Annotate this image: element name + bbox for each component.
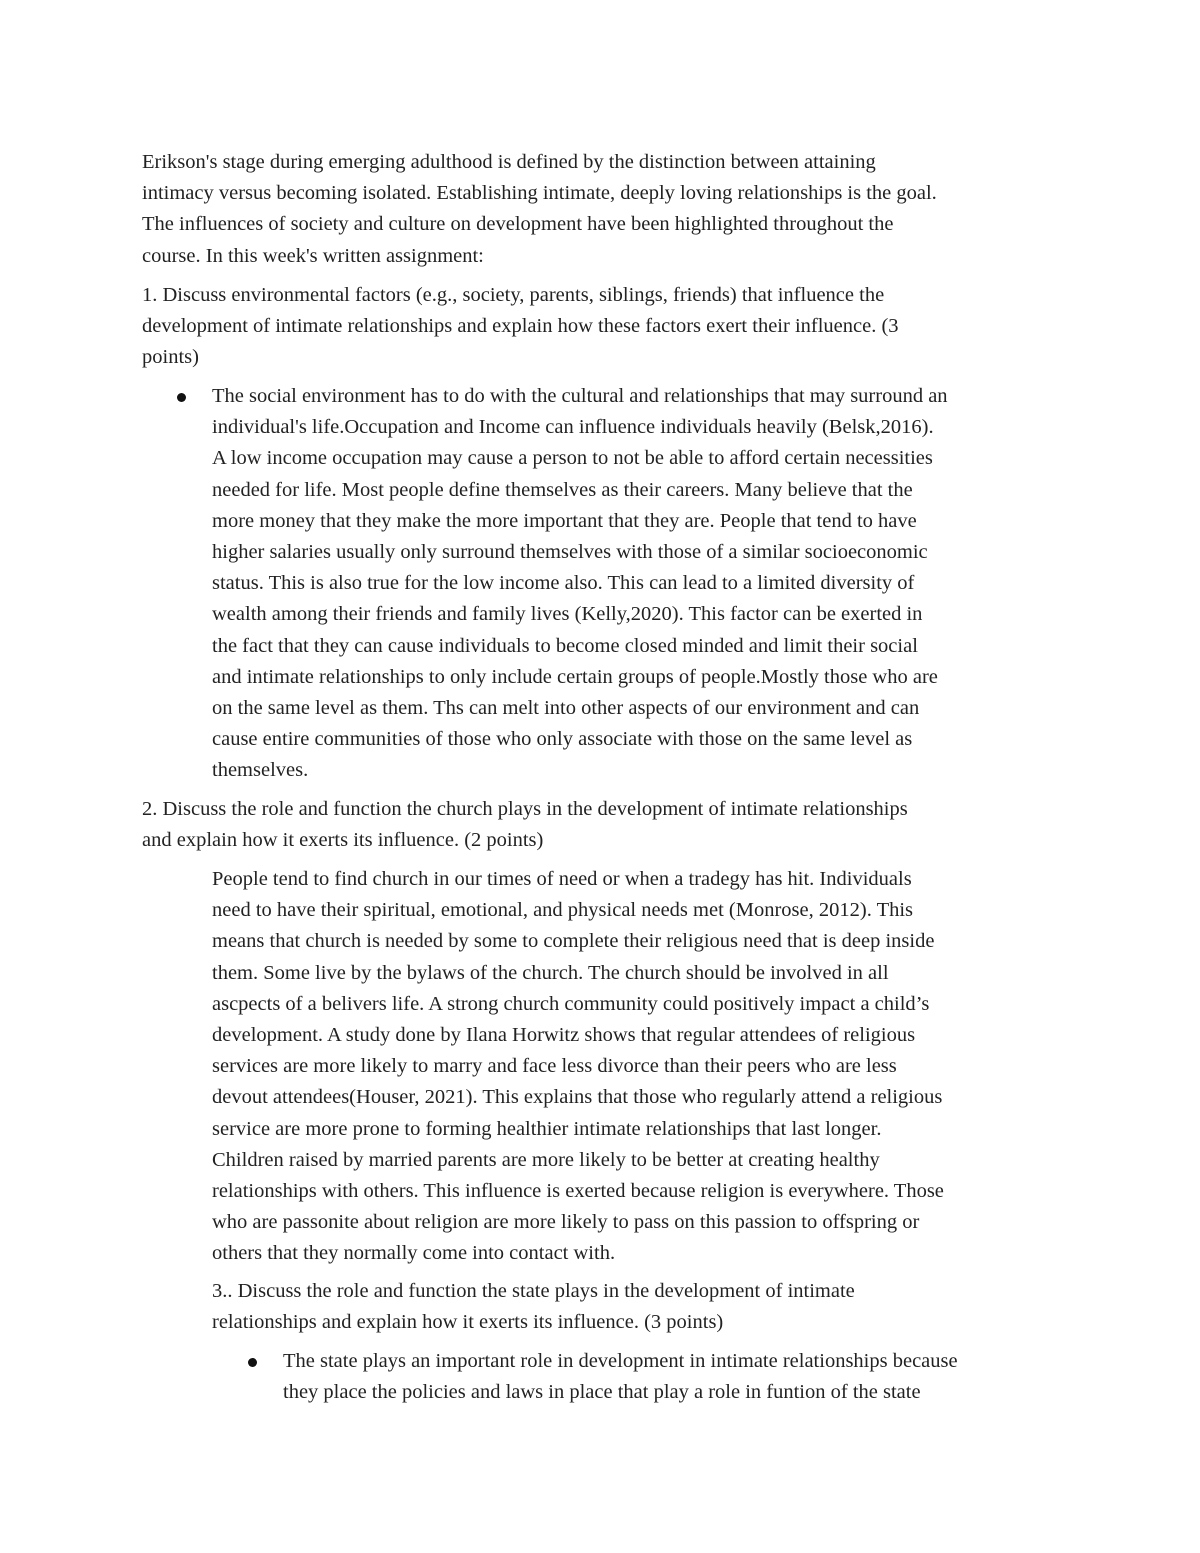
- question-3: [212, 1276, 855, 1338]
- text-line: means that church is needed by some to complete their religious need that is deep inside: [212, 930, 935, 953]
- text-line: they place the policies and laws in place that play a role in funtion of the state: [283, 1381, 921, 1404]
- answer-2: [212, 864, 944, 1270]
- text-line: relationships and explain how it exerts its influence. (3 points): [212, 1311, 724, 1334]
- text-line: cause entire communities of those who only associate with those on the same level as: [212, 728, 913, 751]
- question-1: [142, 280, 899, 374]
- text-line: The social environment has to do with the cultural and relationships that may surround an: [212, 385, 948, 407]
- text-line: 3.. Discuss the role and function the state plays in the development of intimate: [212, 1280, 855, 1302]
- text-line: themselves.: [212, 759, 309, 782]
- text-line: others that they normally come into contact with.: [212, 1242, 616, 1265]
- text-line: and intimate relationships to only include certain groups of people.Mostly those who are: [212, 665, 938, 688]
- bullet-icon: [177, 393, 186, 402]
- text-line: service are more prone to forming healthier intimate relationships that last longer.: [212, 1117, 882, 1140]
- text-line: them. Some live by the bylaws of the church. The church should be involved in all: [212, 961, 889, 984]
- text-line: A low income occupation may cause a person to not be able to afford certain necessities: [212, 447, 933, 470]
- text-line: ascpects of a belivers life. A strong church community could positively impact a child’s: [212, 992, 930, 1015]
- bullet-icon: [248, 1358, 257, 1367]
- text-line: 1. Discuss environmental factors (e.g., society, parents, siblings, friends) that influence the: [142, 284, 885, 306]
- text-line: 2. Discuss the role and function the church plays in the development of intimate relationships: [142, 798, 908, 820]
- text-line: development of intimate relationships and explain how these factors exert their influence. (3: [142, 315, 899, 338]
- text-line: need to have their spiritual, emotional, and physical needs met (Monrose, 2012). This: [212, 899, 914, 922]
- answer-3: [283, 1346, 958, 1408]
- question-2: [142, 794, 908, 856]
- text-line: course. In this week's written assignment:: [142, 244, 484, 267]
- text-line: status. This is also true for the low income also. This can lead to a limited diversity of: [212, 572, 915, 595]
- text-line: the fact that they can cause individuals to become closed minded and limit their social: [212, 634, 918, 657]
- text-line: The influences of society and culture on development have been highlighted throughout the: [142, 213, 894, 236]
- text-line: Erikson's stage during emerging adulthood is defined by the distinction between attaining: [142, 151, 876, 173]
- text-line: The state plays an important role in development in intimate relationships because: [283, 1350, 958, 1372]
- text-line: who are passonite about religion are more likely to pass on this passion to offspring or: [212, 1211, 920, 1234]
- text-line: individual's life.Occupation and Income can influence individuals heavily (Belsk,2016).: [212, 416, 934, 439]
- text-line: services are more likely to marry and face less divorce than their peers who are less: [212, 1055, 897, 1078]
- text-line: higher salaries usually only surround themselves with those of a similar socioeconomic: [212, 541, 928, 564]
- text-line: on the same level as them. Ths can melt into other aspects of our environment and can: [212, 697, 920, 720]
- text-line: points): [142, 346, 199, 369]
- text-line: People tend to find church in our times of need or when a tradegy has hit. Individuals: [212, 868, 912, 890]
- answer-1: [212, 381, 948, 787]
- intro-paragraph: [142, 147, 937, 272]
- text-line: intimacy versus becoming isolated. Establishing intimate, deeply loving relationships is the goal.: [142, 182, 937, 205]
- text-line: needed for life. Most people define themselves as their careers. Many believe that the: [212, 478, 913, 501]
- text-line: Children raised by married parents are more likely to be better at creating healthy: [212, 1148, 880, 1171]
- text-line: devout attendees(Houser, 2021). This explains that those who regularly attend a religious: [212, 1086, 943, 1109]
- text-line: development. A study done by Ilana Horwitz shows that regular attendees of religious: [212, 1024, 916, 1047]
- text-line: and explain how it exerts its influence. (2 points): [142, 829, 544, 852]
- text-line: relationships with others. This influence is exerted because religion is everywhere. Those: [212, 1180, 944, 1203]
- text-line: more money that they make the more important that they are. People that tend to have: [212, 509, 917, 532]
- text-line: wealth among their friends and family lives (Kelly,2020). This factor can be exerted in: [212, 603, 923, 626]
